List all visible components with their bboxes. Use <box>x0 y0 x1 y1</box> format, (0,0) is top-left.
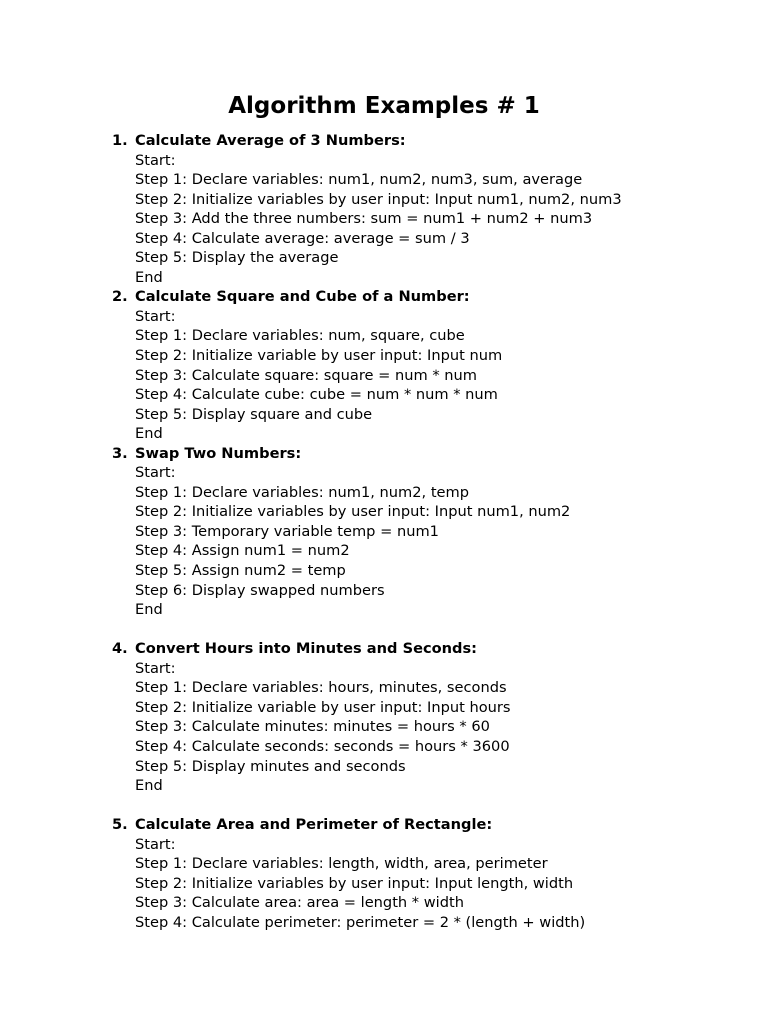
step-line: Step 1: Declare variables: length, width, area, perimeter <box>135 855 548 873</box>
step-line: Step 2: Initialize variables by user input: Input num1, num2 <box>135 503 571 521</box>
algorithm-steps <box>112 835 752 933</box>
algorithm-number: 3. <box>112 444 128 462</box>
algorithm-heading <box>112 639 752 659</box>
step-line: Step 4: Calculate average: average = sum / 3 <box>135 229 470 247</box>
algorithm-number: 4. <box>112 640 128 658</box>
step-line: Step 3: Calculate minutes: minutes = hours * 60 <box>135 718 490 736</box>
algorithm-title: Calculate Average of 3 Numbers: <box>135 132 406 149</box>
step-line: Step 5: Display minutes and seconds <box>135 757 406 775</box>
step-line: Step 2: Initialize variable by user input: Input hours <box>135 698 511 716</box>
algorithm-heading <box>112 815 752 835</box>
step-line: End <box>135 425 163 443</box>
step-line: Start: <box>135 464 176 482</box>
step-line: Start: <box>135 835 176 853</box>
algorithm-item <box>112 444 752 620</box>
step-line: Step 1: Declare variables: hours, minutes, seconds <box>135 679 507 697</box>
step-line: End <box>135 777 163 795</box>
step-line: Step 5: Display the average <box>135 249 339 267</box>
algorithm-steps <box>112 659 752 796</box>
algorithm-number: 5. <box>112 816 128 834</box>
step-line: Step 5: Assign num2 = temp <box>135 562 346 580</box>
step-line: Step 6: Display swapped numbers <box>135 581 385 599</box>
algorithm-title: Calculate Area and Perimeter of Rectangle: <box>135 816 493 834</box>
algorithm-title: Calculate Square and Cube of a Number: <box>135 288 470 306</box>
step-line: Step 2: Initialize variable by user input: Input num <box>135 347 503 365</box>
step-line: Step 1: Declare variables: num1, num2, temp <box>135 483 470 501</box>
step-line: Start: <box>135 151 176 169</box>
step-line: Step 3: Temporary variable temp = num1 <box>135 522 439 540</box>
algorithm-heading <box>112 444 752 464</box>
algorithm-steps <box>112 463 752 619</box>
algorithm-heading <box>112 287 752 307</box>
algorithm-number: 2. <box>112 288 128 306</box>
step-line: End <box>135 601 163 619</box>
step-line: Step 4: Calculate perimeter: perimeter = 2 * (length + width) <box>135 913 586 931</box>
step-line: Step 3: Calculate square: square = num * num <box>135 366 478 384</box>
step-line: Step 3: Calculate area: area = length * width <box>135 894 464 912</box>
algorithm-steps <box>112 151 752 288</box>
step-line: Step 1: Declare variables: num, square, cube <box>135 327 465 345</box>
step-line: Step 2: Initialize variables by user input: Input num1, num2, num3 <box>135 190 622 208</box>
step-line: Step 4: Assign num1 = num2 <box>135 542 350 560</box>
step-line: End <box>135 268 163 286</box>
algorithm-item <box>112 815 752 932</box>
page-title: Algorithm Examples # 1 <box>228 93 540 119</box>
algorithm-title: Convert Hours into Minutes and Seconds: <box>135 640 478 658</box>
algorithm-item <box>112 639 752 795</box>
step-line: Start: <box>135 659 176 677</box>
algorithm-list <box>112 131 752 932</box>
algorithm-item <box>112 287 752 443</box>
step-line: Start: <box>135 307 176 325</box>
algorithm-item <box>112 131 752 287</box>
step-line: Step 4: Calculate cube: cube = num * num * num <box>135 386 498 404</box>
algorithm-title: Swap Two Numbers: <box>135 444 302 462</box>
step-line: Step 2: Initialize variables by user input: Input length, width <box>135 874 574 892</box>
step-line: Step 1: Declare variables: num1, num2, num3, sum, average <box>135 171 583 189</box>
algorithm-heading <box>112 131 752 151</box>
algorithm-steps <box>112 307 752 444</box>
algorithm-number: 1. <box>112 132 128 149</box>
step-line: Step 5: Display square and cube <box>135 405 373 423</box>
step-line: Step 4: Calculate seconds: seconds = hours * 3600 <box>135 737 510 755</box>
step-line: Step 3: Add the three numbers: sum = num1 + num2 + num3 <box>135 210 593 228</box>
